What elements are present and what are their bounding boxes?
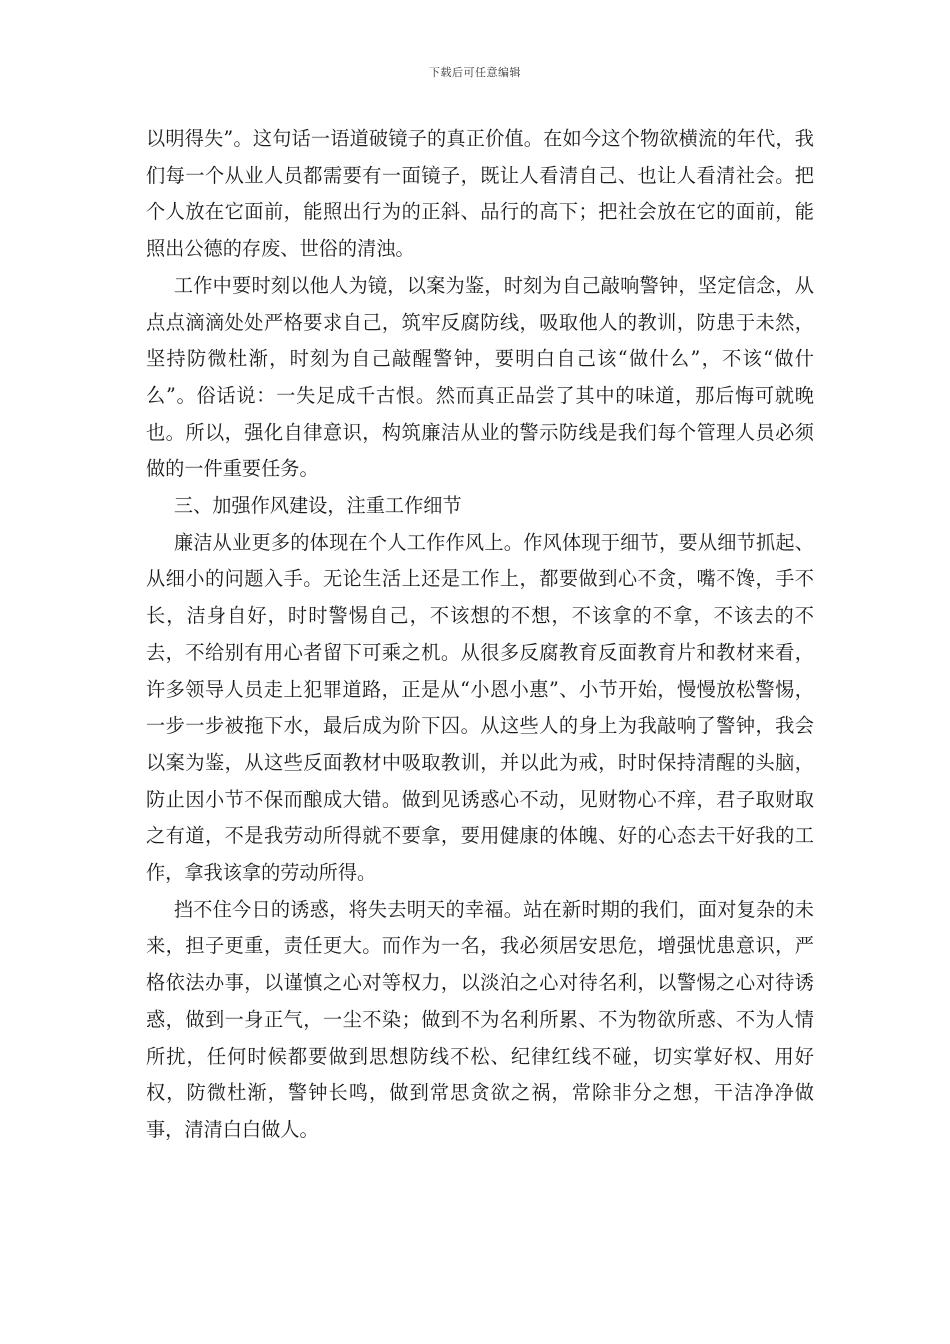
document-body	[146, 121, 814, 1149]
paragraph-mirror-self: 工作中要时刻以他人为镜，以案为鉴，时刻为自己敲响警钟，坚定信念，从点点滴滴处处严格要求自己，筑牢反腐防线，吸取他人的教训，防患于未然，坚持防微杜渐，时刻为自己敲醒警钟，要明白自己该“做什么”，不该“做什么”。俗话说：一失足成千古恨。然而真正品尝了其中的味道，那后悔可就晚也。所以，强化自律意识，构筑廉洁从业的警示防线是我们每个管理人员必须做的一件重要任务。	[146, 273, 814, 481]
paragraph-temptation: 挡不住今日的诱惑，将失去明天的幸福。站在新时期的我们，面对复杂的未来，担子更重，责任更大。而作为一名，我必须居安思危，增强忧患意识，严格依法办事，以谨慎之心对等权力，以淡泊之心对待名利，以警惕之心对待诱惑，做到一身正气，一尘不染；做到不为名利所累、不为物欲所惑、不为人情所扰，任何时候都要做到思想防线不松、纪律红线不碰，切实掌好权、用好权，防微杜渐，警钟长鸣，做到常思贪欲之祸，常除非分之想，干洁净净做事，清清白白做人。	[146, 897, 814, 1141]
paragraph-work-style: 廉洁从业更多的体现在个人工作作风上。作风体现于细节，要从细节抓起、从细小的问题入手。无论生活上还是工作上，都要做到心不贪，嘴不馋，手不长，洁身自好，时时警惕自己，不该想的不想，不该拿的不拿，不该去的不去，不给别有用心者留下可乘之机。从很多反腐教育反面教育片和教材来看，许多领导人员走上犯罪道路，正是从“小恩小惠”、小节开始，慢慢放松警惕，一步一步被拖下水，最后成为阶下囚。从这些人的身上为我敲响了警钟，我会以案为鉴，从这些反面教材中吸取教训，并以此为戒，时时保持清醒的头脑，防止因小节不保而酿成大错。做到见诱惑心不动，见财物心不痒，君子取财取之有道，不是我劳动所得就不要拿，要用健康的体魄、好的心态去干好我的工作，拿我该拿的劳动所得。	[146, 530, 814, 885]
page-header: 下载后可任意编辑	[429, 66, 521, 79]
paragraph-continuation: 以明得失”。这句话一语道破镜子的真正价值。在如今这个物欲横流的年代，我们每一个从业人员都需要有一面镜子，既让人看清自己、也让人看清社会。把个人放在它面前，能照出行为的正斜、品行的高下；把社会放在它的面前，能照出公德的存废、世俗的清浊。	[146, 127, 814, 261]
section-heading: 三、加强作风建设，注重工作细节	[173, 494, 462, 518]
